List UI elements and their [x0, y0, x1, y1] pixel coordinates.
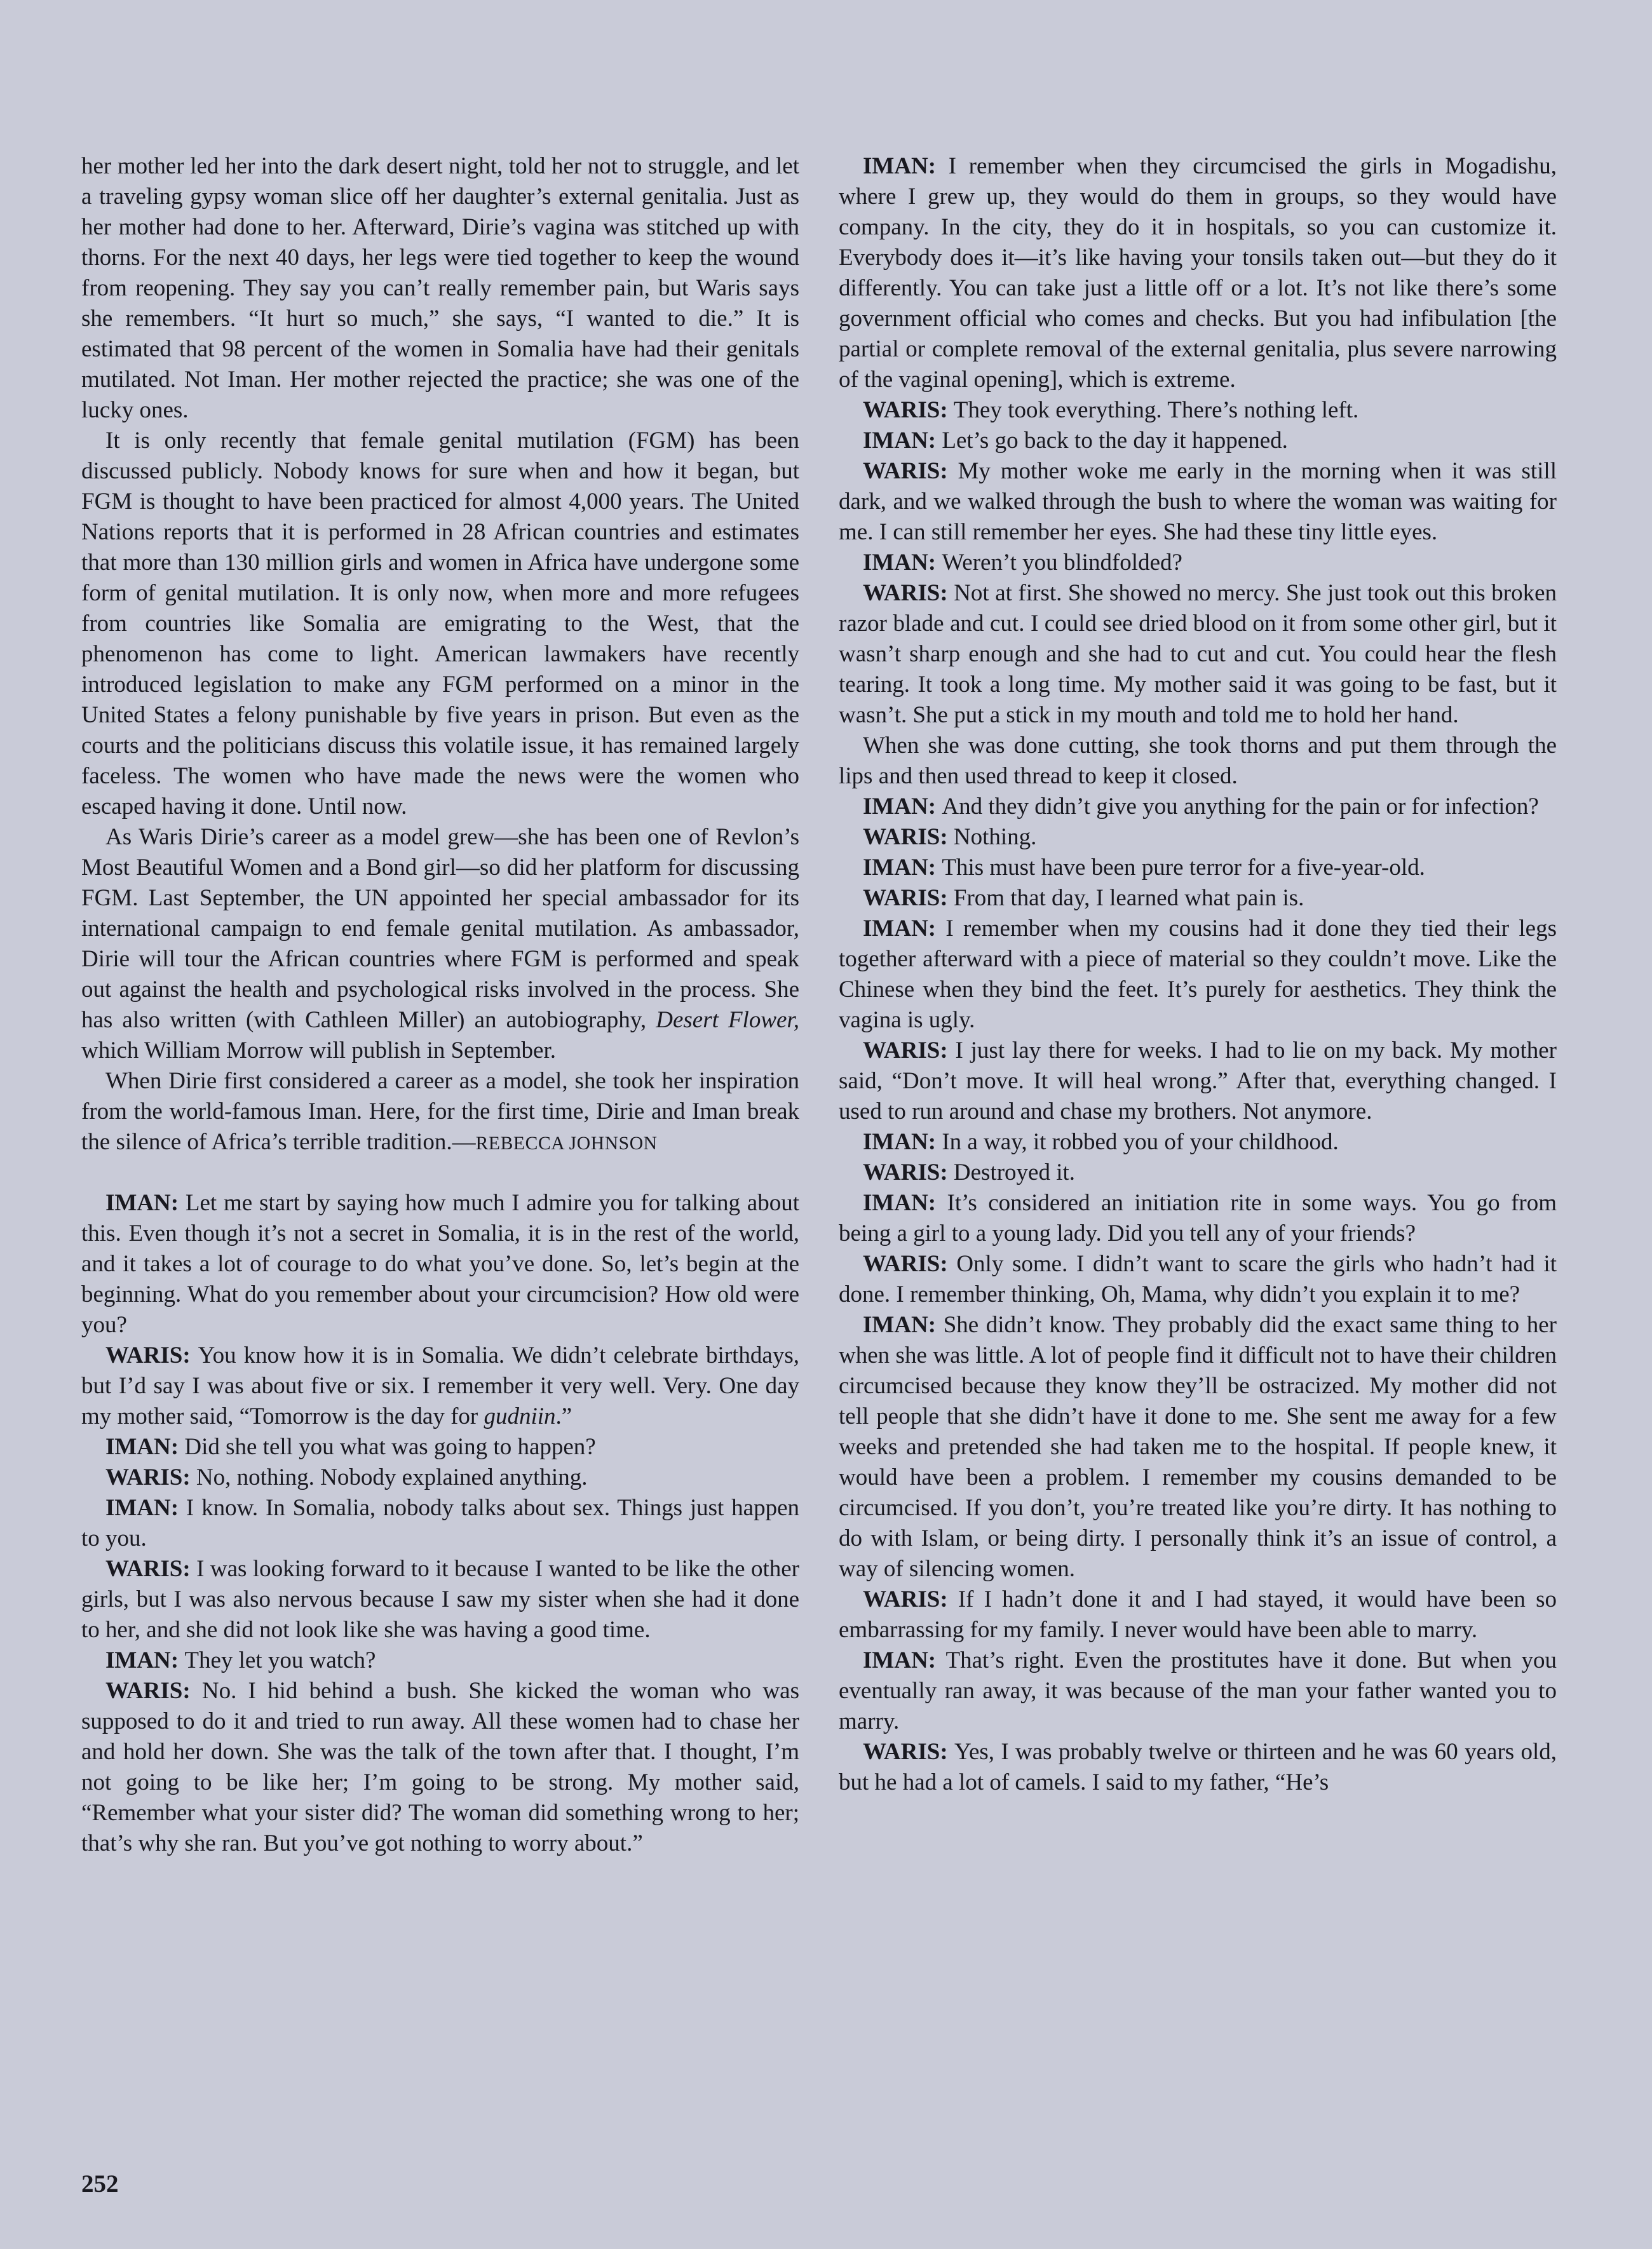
speaker-label: IMAN: — [863, 1129, 942, 1155]
speaker-label: WARIS: — [863, 1159, 954, 1185]
dialogue-paragraph — [81, 1432, 799, 1462]
left-column — [81, 151, 799, 1859]
dialogue-paragraph — [839, 853, 1557, 883]
text-segment: Let’s go back to the day it happened. — [942, 428, 1288, 454]
speaker-label: WARIS: — [863, 458, 958, 484]
speaker-label: WARIS: — [105, 1678, 202, 1704]
text-segment: It’s considered an initiation rite in some ways. You go from being a girl to a young lady. Did you tell any of your friends? — [839, 1190, 1557, 1246]
speaker-label: IMAN: — [863, 428, 942, 454]
text-segment: They let you watch? — [184, 1647, 376, 1673]
text-segment: Destroyed it. — [953, 1159, 1076, 1185]
text-segment: I remember when they circumcised the girls in Mogadishu, where I grew up, they would do them in groups, so they would have company. In the city, they do it in hospitals, so you can customize it. Everybody does it—it’s like having your tonsils taken out—but they do it differently. You can take just a little off or a lot. It’s not like there’s some government official who comes and checks. But you had infibulation [the partial or complete removal of the external genitalia, plus severe narrowing of the vaginal opening], which is extreme. — [839, 153, 1557, 393]
text-segment: When Dirie first considered a career as a model, she took her inspiration from the world-famous Iman. Here, for the first time, Dirie and Iman break the silence of Africa’s terrible tradition.— — [81, 1068, 799, 1155]
speaker-label: IMAN: — [863, 1312, 944, 1338]
dialogue-paragraph — [81, 1554, 799, 1645]
dialogue-paragraph — [839, 578, 1557, 731]
text-segment: That’s right. Even the prostitutes have it done. But when you eventually ran away, it was because of the man your father wanted you to marry. — [839, 1647, 1557, 1734]
text-segment: I was looking forward to it because I wanted to be like the other girls, but I was also nervous because I saw my sister when she had it done to her, and she did not look like she was having a good time. — [81, 1556, 799, 1643]
text-segment: REBECCA JOHNSON — [475, 1133, 658, 1154]
dialogue-paragraph — [81, 1645, 799, 1676]
text-segment: This must have been pure terror for a five-year-old. — [942, 854, 1425, 881]
text-segment: She didn’t know. They probably did the exact same thing to her when she was little. A lot of people find it difficult not to have their children circumcised because they know they’ll be ostracized. My mother did not tell people that she didn’t have it done to me. She sent me away for a few weeks and pretended she had taken me to the hospital. If people knew, it would have been a problem. I remember my cousins demanded to be circumcised. If you don’t, you’re treated like you’re dirty. It has nothing to do with Islam, or being dirty. I personally think it’s an issue of control, a way of silencing women. — [839, 1312, 1557, 1582]
body-paragraph — [81, 822, 799, 1066]
body-paragraph — [81, 426, 799, 822]
text-segment: They took everything. There’s nothing left. — [953, 397, 1359, 423]
right-column — [839, 151, 1557, 1859]
dialogue-paragraph — [839, 1036, 1557, 1127]
speaker-label: WARIS: — [863, 1739, 954, 1765]
text-segment: From that day, I learned what pain is. — [953, 885, 1304, 911]
text-segment: I remember when my cousins had it done they tied their legs together afterward with a piece of material so they couldn’t move. Like the Chinese when they bind the feet. It’s purely for aesthetics. They think the vagina is ugly. — [839, 915, 1557, 1033]
dialogue-paragraph — [839, 1737, 1557, 1798]
speaker-label: WARIS: — [105, 1556, 197, 1582]
dialogue-paragraph — [81, 1676, 799, 1859]
dialogue-paragraph — [839, 548, 1557, 578]
dialogue-paragraph — [839, 1249, 1557, 1310]
speaker-label: WARIS: — [863, 580, 954, 606]
text-segment: Desert Flower, — [656, 1007, 799, 1033]
dialogue-paragraph — [81, 1462, 799, 1493]
body-paragraph — [839, 731, 1557, 792]
speaker-label: WARIS: — [863, 885, 954, 911]
text-segment: Only some. I didn’t want to scare the girls who hadn’t had it done. I remember thinking, Oh, Mama, why didn’t you explain it to me? — [839, 1251, 1557, 1307]
dialogue-paragraph — [81, 1341, 799, 1432]
speaker-label: WARIS: — [863, 824, 954, 850]
speaker-label: IMAN: — [863, 153, 949, 179]
speaker-label: IMAN: — [105, 1495, 186, 1521]
text-segment: No, nothing. Nobody explained anything. — [196, 1464, 588, 1490]
text-segment: Not at first. She showed no mercy. She just took out this broken razor blade and cut. I could see dried blood on it from some other girl, but it wasn’t sharp enough and she had to cut and cut. You could hear the flesh tearing. It took a long time. My mother said it was going to be fast, but it wasn’t. She put a stick in my mouth and told me to hold her hand. — [839, 580, 1557, 728]
text-segment: When she was done cutting, she took thorns and put them through the lips and then used thread to keep it closed. — [839, 733, 1557, 789]
dialogue-paragraph — [81, 1188, 799, 1341]
text-segment: You know how it is in Somalia. We didn’t celebrate birthdays, but I’d say I was about five or six. I remember it very well. Very. One day my mother said, “Tomorrow is the day for — [81, 1342, 799, 1429]
speaker-label: WARIS: — [863, 1251, 957, 1277]
speaker-label: IMAN: — [105, 1647, 185, 1673]
text-segment: No. I hid behind a bush. She kicked the woman who was supposed to do it and tried to run away. All these women had to chase her and hold her down. She was the talk of the town after that. I thought, I’m not going to be like her; I’m going to be strong. My mother said, “Remember what your sister did? The woman did something wrong to her; that’s why she ran. But you’ve got nothing to worry about.” — [81, 1678, 800, 1856]
dialogue-paragraph — [839, 151, 1557, 395]
dialogue-paragraph — [839, 792, 1557, 822]
speaker-label: IMAN: — [863, 1647, 946, 1673]
speaker-label: WARIS: — [863, 1586, 958, 1612]
text-segment: In a way, it robbed you of your childhood. — [942, 1129, 1339, 1155]
text-segment: If I hadn’t done it and I had stayed, it would have been so embarrassing for my family. I never would have been able to marry. — [839, 1586, 1557, 1643]
page-number: 252 — [81, 2170, 119, 2198]
dialogue-paragraph — [839, 822, 1557, 853]
speaker-label: IMAN: — [863, 794, 942, 820]
speaker-label: IMAN: — [105, 1434, 185, 1460]
body-paragraph — [81, 151, 799, 426]
dialogue-paragraph — [839, 1310, 1557, 1584]
speaker-label: IMAN: — [863, 1190, 947, 1216]
speaker-label: WARIS: — [863, 397, 954, 423]
text-segment: It is only recently that female genital mutilation (FGM) has been discussed publicly. Nobody knows for sure when and how it began, but FGM is thought to have been practiced for almost 4,000 years. The United Nations reports that it is performed in 28 African countries and estimates that more than 130 million girls and women in Africa have undergone some form of genital mutilation. It is only now, when more and more refugees from countries like Somalia are emigrating to the West, that the phenomenon has come to light. American lawmakers have recently introduced legislation to make any FGM performed on a minor in the United States a felony punishable by five years in prison. But even as the courts and the politicians discuss this volatile issue, it has remained largely faceless. The women who have made the news were the women who escaped having it done. Until now. — [81, 428, 799, 820]
text-segment: which William Morrow will publish in September. — [81, 1037, 557, 1064]
dialogue-paragraph — [839, 914, 1557, 1036]
text-segment: .” — [555, 1403, 572, 1429]
speaker-label: IMAN: — [863, 550, 942, 576]
text-segment: My mother woke me early in the morning when it was still dark, and we walked through the bush to where the woman was waiting for me. I can still remember her eyes. She had these tiny little eyes. — [839, 458, 1557, 545]
text-segment: gudniin — [484, 1403, 556, 1429]
text-segment: Let me start by saying how much I admire you for talking about this. Even though it’s not a secret in Somalia, it is in the rest of the world, and it takes a lot of courage to do what you’ve done. So, let’s begin at the beginning. What do you remember about your circumcision? How old were you? — [81, 1190, 799, 1338]
speaker-label: WARIS: — [105, 1464, 196, 1490]
dialogue-paragraph — [839, 883, 1557, 914]
dialogue-paragraph — [839, 456, 1557, 548]
speaker-label: IMAN: — [863, 854, 942, 881]
dialogue-paragraph — [839, 1188, 1557, 1249]
dialogue-paragraph — [839, 426, 1557, 456]
dialogue-paragraph — [839, 395, 1557, 426]
dialogue-paragraph — [839, 1645, 1557, 1737]
dialogue-paragraph — [839, 1127, 1557, 1158]
speaker-label: WARIS: — [863, 1037, 956, 1064]
speaker-label: IMAN: — [105, 1190, 186, 1216]
speaker-label: WARIS: — [105, 1342, 198, 1368]
dialogue-paragraph — [81, 1493, 799, 1554]
body-paragraph — [81, 1066, 799, 1159]
text-segment: Did she tell you what was going to happen? — [184, 1434, 596, 1460]
text-segment: As Waris Dirie’s career as a model grew—she has been one of Revlon’s Most Beautiful Women and a Bond girl—so did her platform for discussing FGM. Last September, the UN appointed her special ambassador for its international campaign to end female genital mutilation. As ambassador, Dirie will tour the African countries where FGM is performed and speak out against the health and psychological risks involved in the process. She has also written (with Cathleen Miller) an autobiography, — [81, 824, 799, 1033]
text-segment: Yes, I was probably twelve or thirteen and he was 60 years old, but he had a lot of camels. I said to my father, “He’s — [839, 1739, 1557, 1795]
text-segment: I know. In Somalia, nobody talks about sex. Things just happen to you. — [81, 1495, 799, 1551]
text-segment: I just lay there for weeks. I had to lie on my back. My mother said, “Don’t move. It will heal wrong.” After that, everything changed. I used to run around and chase my brothers. Not anymore. — [839, 1037, 1557, 1124]
text-segment: her mother led her into the dark desert night, told her not to struggle, and let a traveling gypsy woman slice off her daughter’s external genitalia. Just as her mother had done to her. Afterward, Dirie’s vagina was stitched up with thorns. For the next 40 days, her legs were tied together to keep the wound from reopening. They say you can’t really remember pain, but Waris says she remembers. “It hurt so much,” she says, “I wanted to die.” It is estimated that 98 percent of the women in Somalia have had their genitals mutilated. Not Iman. Her mother rejected the practice; she was one of the lucky ones. — [81, 153, 799, 423]
text-segment: And they didn’t give you anything for the pain or for infection? — [942, 794, 1539, 820]
speaker-label: IMAN: — [863, 915, 946, 942]
text-segment: Nothing. — [953, 824, 1037, 850]
dialogue-paragraph — [839, 1584, 1557, 1645]
text-segment: Weren’t you blindfolded? — [942, 550, 1182, 576]
dialogue-paragraph — [839, 1158, 1557, 1188]
